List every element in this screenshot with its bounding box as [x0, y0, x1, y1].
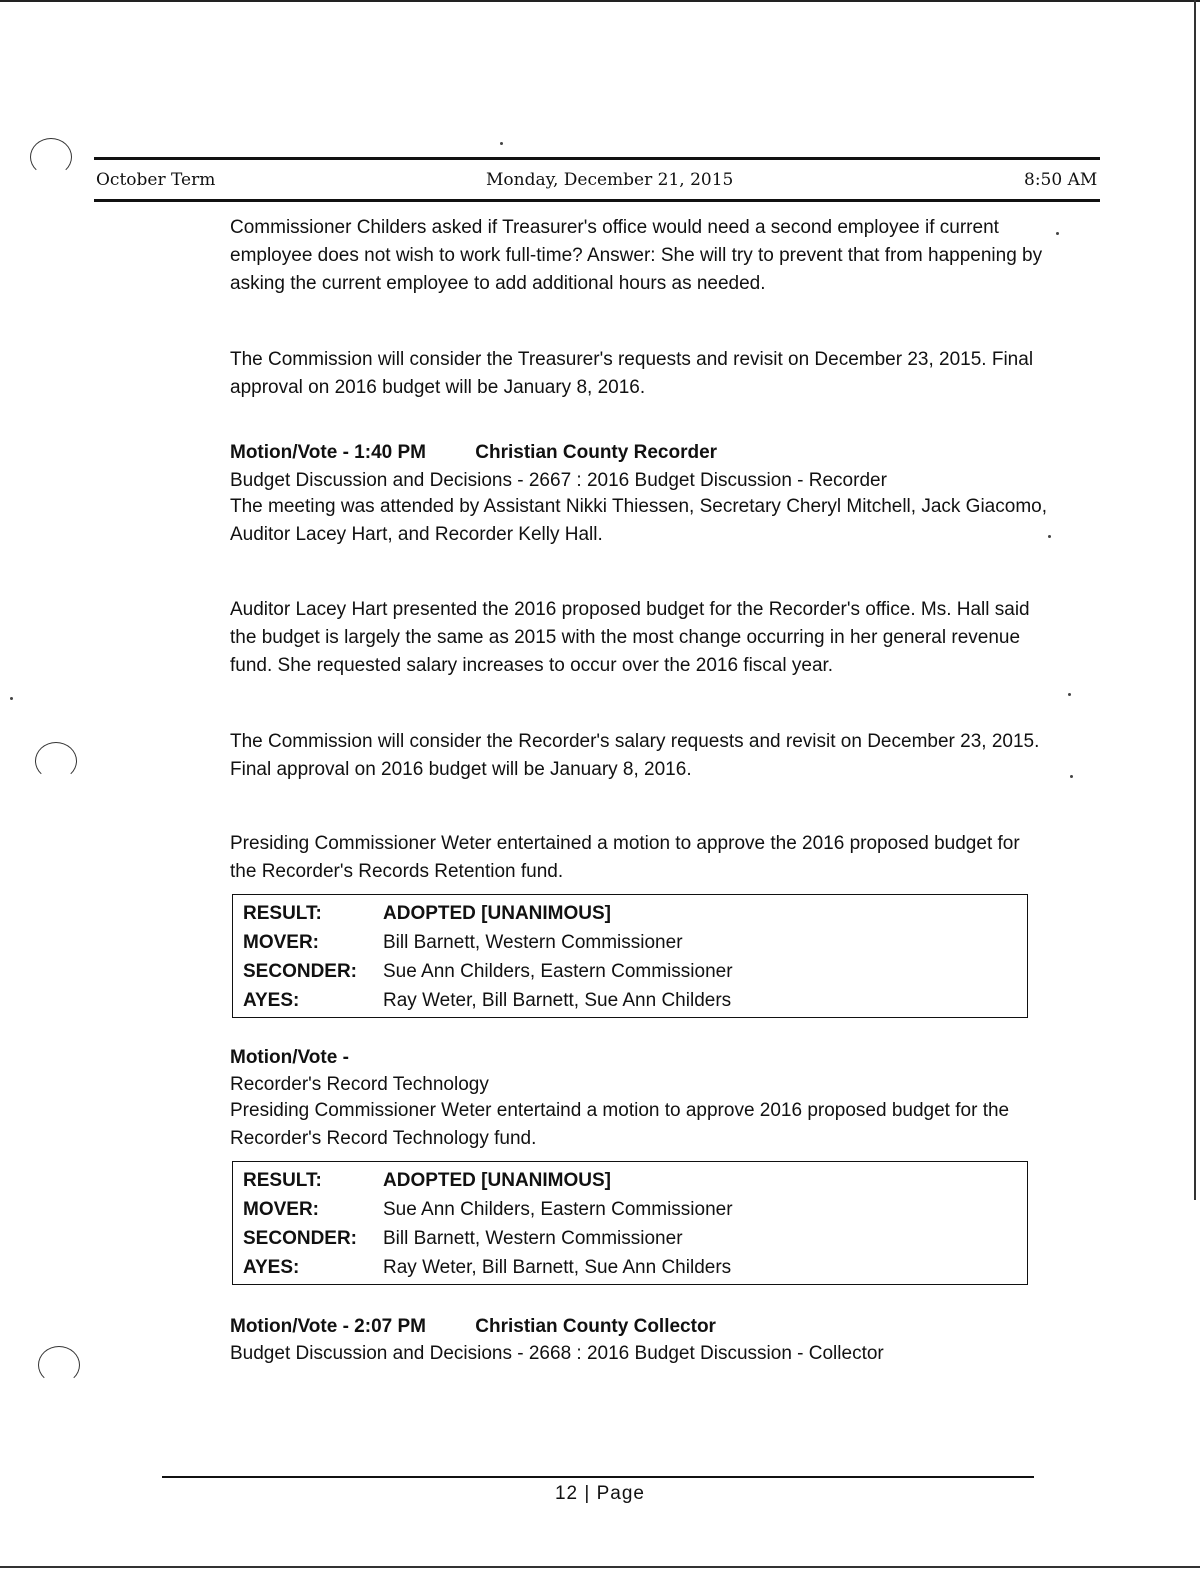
- vote-seconder: Bill Barnett, Western Commissioner: [383, 1228, 683, 1249]
- vote-label: SECONDER:: [243, 961, 358, 982]
- vote-mover: Bill Barnett, Western Commissioner: [383, 932, 683, 953]
- page-border-top: [0, 0, 1200, 2]
- vote-row-ayes: [233, 986, 1027, 1015]
- recorder-attendance: The meeting was attended by Assistant Nikki Thiessen, Secretary Cheryl Mitchell, Jack Giacomo, Auditor Lacey Hart, and Recorder Kelly Hall.: [230, 496, 1047, 545]
- recorder-motion-heading: [230, 439, 1050, 467]
- vote-row-mover: [233, 1195, 1027, 1224]
- vote-label: MOVER:: [243, 932, 319, 953]
- paragraph-treasurer-consideration: The Commission will consider the Treasurer's requests and revisit on December 23, 2015. Final approval on 2016 budget will be January 8, 2016.: [230, 349, 1034, 398]
- recorder-presentation: Auditor Lacey Hart presented the 2016 proposed budget for the Recorder's office. Ms. Hall said the budget is largely the same as 2015 with the most change occurring in her general revenue fund. She requested salary increases to occur over the 2016 fiscal year.: [230, 599, 1030, 676]
- paragraph-treasurer-question: Commissioner Childers asked if Treasurer's office would need a second employee if current employee does not wish to work full-time? Answer: She will try to prevent that from happening by asking the current employee to add additional hours as needed.: [230, 217, 1043, 294]
- vote-label: SECONDER:: [243, 1228, 358, 1249]
- vote-ayes: Ray Weter, Bill Barnett, Sue Ann Childers: [383, 990, 732, 1011]
- entity-name: Christian County Recorder: [475, 442, 718, 463]
- vote-label: RESULT:: [243, 903, 322, 924]
- scan-speck: [1070, 775, 1073, 778]
- vote-result-box: [232, 1161, 1028, 1285]
- scan-speck: [1056, 232, 1059, 235]
- motion-time: Motion/Vote - 1:40 PM: [230, 442, 426, 463]
- page-number: 12 | Page: [554, 1483, 645, 1504]
- vote-row-result: [233, 899, 1027, 928]
- page-border-right: [1194, 0, 1196, 1200]
- vote-label: AYES:: [243, 990, 300, 1011]
- technology-motion-text: Presiding Commissioner Weter entertaind a motion to approve 2016 proposed budget for the Recorder's Record Technology fund.: [230, 1100, 1010, 1149]
- vote-row-ayes: [233, 1253, 1027, 1282]
- recorder-consideration: The Commission will consider the Recorder's salary requests and revisit on December 23, 2015. Final approval on 2016 budget will be January 8, 2016.: [230, 731, 1040, 780]
- recorder-agenda-item: Budget Discussion and Decisions - 2667 : 2016 Budget Discussion - Recorder: [230, 470, 887, 491]
- header-rule-top: [94, 157, 1100, 160]
- scan-speck: [10, 697, 13, 700]
- vote-row-result: [233, 1166, 1027, 1195]
- recorder-motion-text: Presiding Commissioner Weter entertained a motion to approve the 2016 proposed budget for the Recorder's Records Retention fund.: [230, 833, 1020, 882]
- footer-rule: [162, 1476, 1034, 1478]
- vote-result: ADOPTED [UNANIMOUS]: [383, 903, 611, 924]
- vote-seconder: Sue Ann Childers, Eastern Commissioner: [383, 961, 733, 982]
- scan-speck: [1068, 693, 1071, 696]
- vote-label: AYES:: [243, 1257, 300, 1278]
- header-time: 8:50 AM: [1024, 170, 1098, 190]
- punch-hole: [30, 138, 72, 176]
- vote-row-mover: [233, 928, 1027, 957]
- collector-motion-heading: [230, 1313, 1050, 1341]
- page-border-bottom: [0, 1566, 1200, 1568]
- header-rule-bottom: [94, 199, 1100, 202]
- technology-agenda-item: Recorder's Record Technology: [230, 1074, 489, 1095]
- vote-ayes: Ray Weter, Bill Barnett, Sue Ann Childers: [383, 1257, 732, 1278]
- vote-label: RESULT:: [243, 1170, 322, 1191]
- collector-agenda-item: Budget Discussion and Decisions - 2668 : 2016 Budget Discussion - Collector: [230, 1343, 884, 1364]
- vote-result: ADOPTED [UNANIMOUS]: [383, 1170, 611, 1191]
- header-date: Monday, December 21, 2015: [486, 170, 734, 190]
- scan-speck: [500, 142, 503, 145]
- technology-motion-heading: Motion/Vote -: [230, 1047, 349, 1068]
- vote-mover: Sue Ann Childers, Eastern Commissioner: [383, 1199, 733, 1220]
- vote-row-seconder: [233, 957, 1027, 986]
- vote-label: MOVER:: [243, 1199, 319, 1220]
- header-term: October Term: [96, 170, 216, 190]
- vote-row-seconder: [233, 1224, 1027, 1253]
- punch-hole: [35, 742, 77, 780]
- punch-hole: [38, 1346, 80, 1384]
- motion-time: Motion/Vote - 2:07 PM: [230, 1316, 426, 1337]
- vote-result-box: [232, 894, 1028, 1018]
- entity-name: Christian County Collector: [475, 1316, 716, 1337]
